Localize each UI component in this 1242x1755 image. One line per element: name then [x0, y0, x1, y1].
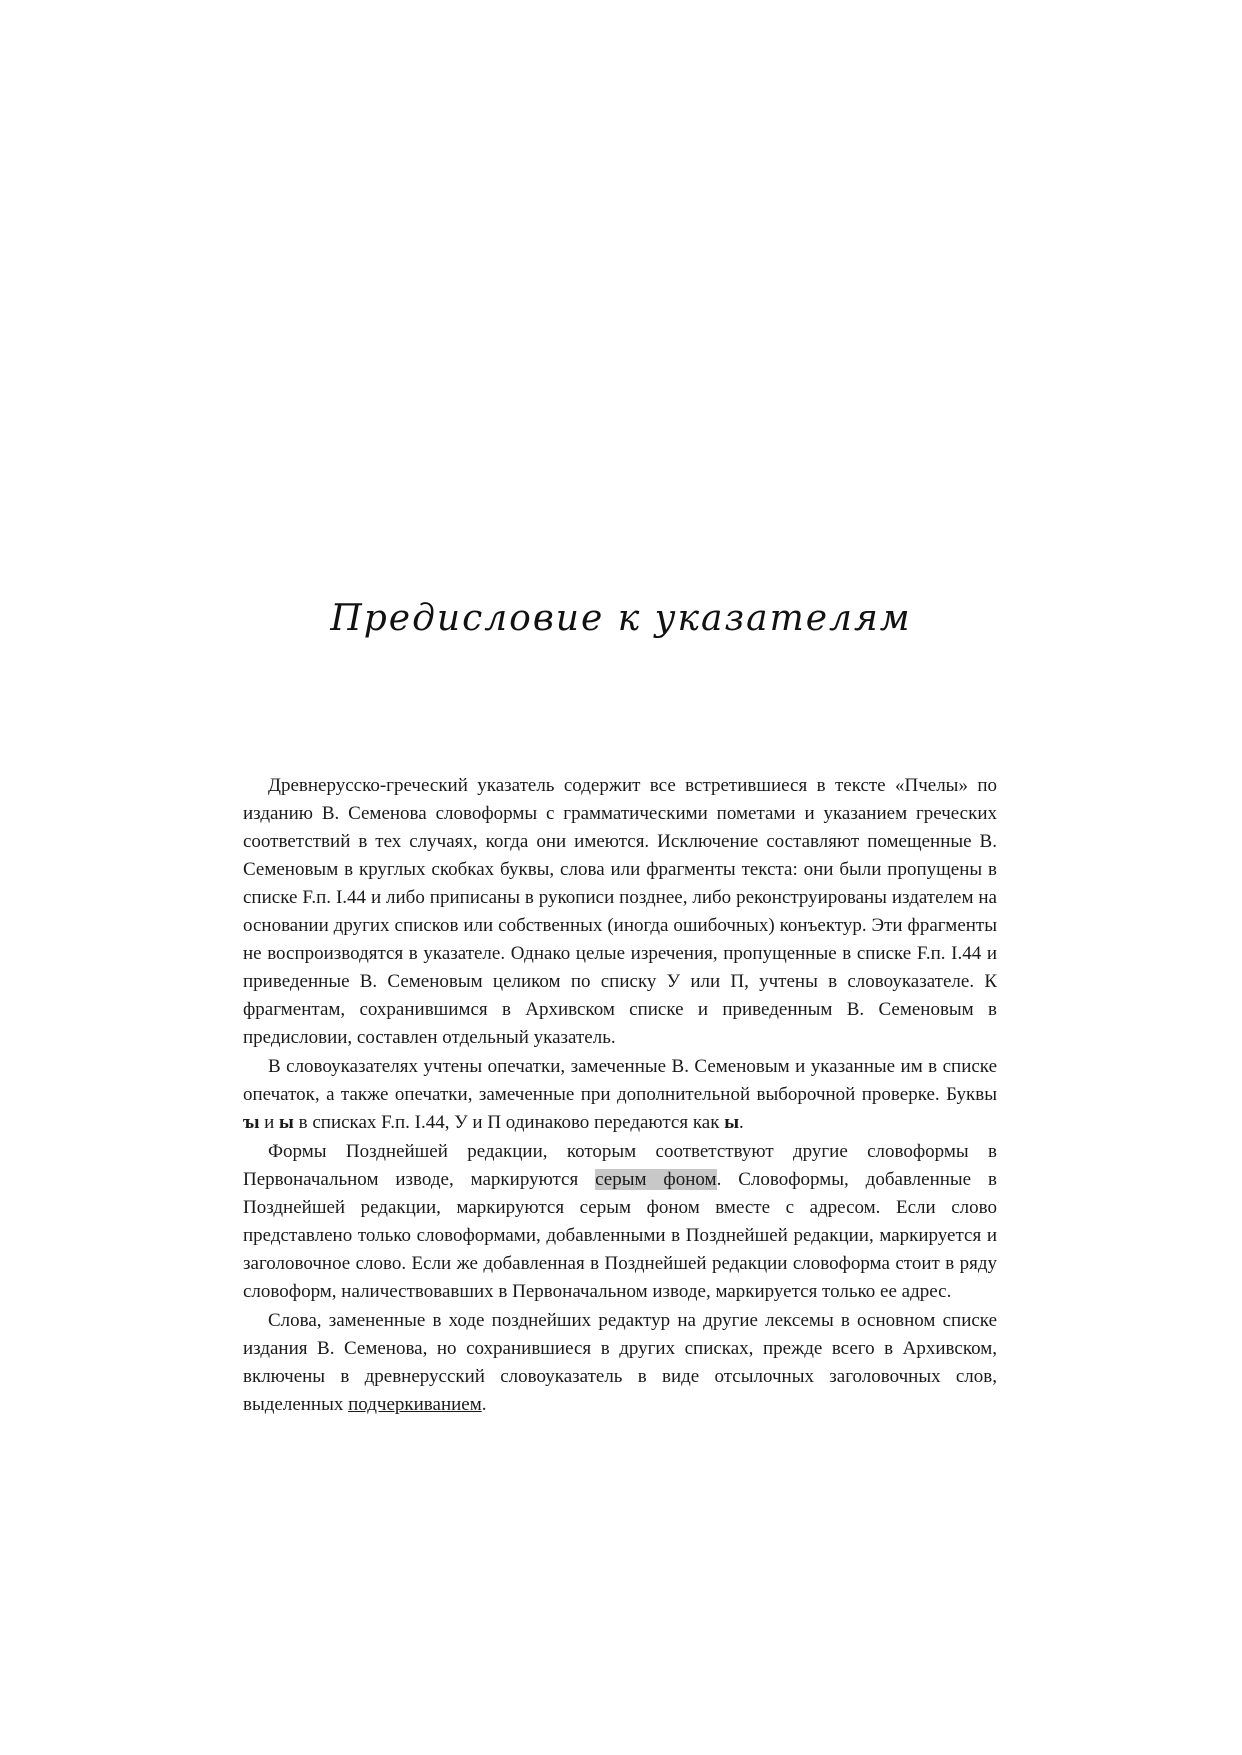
bold-letter-a: ъı: [243, 1112, 260, 1133]
paragraph-2-text-a: В словоуказателях учтены опечатки, замеченные В. Семеновым и указанные им в списке опечаток, а также опечатки, замеченные при дополнительной выборочной проверке. Буквы: [243, 1056, 997, 1105]
paragraph-2: [243, 1053, 997, 1137]
paragraph-3-text-b: . Словоформы, добавленные в Позднейшей редакции, маркируются серым фоном вместе с адресом. Если слово представлено только словоформами, добавленными в Позднейшей редакции, маркируется и заголовочное слово. Если же добавленная в Позднейшей редакции словоформа стоит в ряду словоформ, наличествовавших в Первоначальном изводе, маркируется только ее адрес.: [243, 1169, 997, 1302]
paragraph-4: [243, 1307, 997, 1419]
page-title: Предисловие к указателям: [330, 598, 912, 639]
bold-letter-b: ы: [279, 1112, 294, 1133]
gray-highlight-sample: серым фоном: [595, 1169, 717, 1190]
paragraph-2-text-c: в списках F.п. I.44, У и П одинаково передаются как: [293, 1112, 725, 1133]
paragraph-2-text-b: и: [259, 1112, 280, 1133]
paragraph-3: [243, 1138, 997, 1306]
paragraph-3-text-a: Формы Позднейшей редакции, которым соответствуют другие словоформы в Первоначальном изводе, маркируются: [243, 1141, 997, 1190]
paragraph-2-text-d: .: [739, 1112, 744, 1133]
paragraph-4-text-b: .: [481, 1394, 487, 1415]
paragraph-1: Древнерусско-греческий указатель содержит все встретившиеся в тексте «Пчелы» по изданию В. Семенова словоформы с грамматическими пометами и указанием греческих соответствий в тех случаях, когда они имеются. Исключение составляют помещенные В. Семеновым в круглых скобках буквы, слова или фрагменты текста: они были пропущены в списке F.п. I.44 и либо приписаны в рукописи позднее, либо реконструированы издателем на основании других списков или собственных (иногда ошибочных) конъектур. Эти фрагменты не воспроизводятся в указателе. Однако целые изречения, пропущенные в списке F.п. I.44 и приведенные В. Семеновым целиком по списку У или П, учтены в словоуказателе. К фрагментам, сохранившимся в Архивском списке и приведенным В. Семеновым в предисловии, составлен отдельный указатель.: [243, 775, 997, 1048]
underline-sample: подчеркиванием: [348, 1394, 482, 1415]
paragraph-4-text-a: Слова, замененные в ходе позднейших редактур на другие лексемы в основном списке издания В. Семенова, но сохранившиеся в других списках, прежде всего в Архивском, включены в древнерусский словоуказатель в виде отсылочных заголовочных слов, выделенных: [243, 1310, 997, 1415]
bold-letter-c: ы: [724, 1112, 740, 1133]
body-text: [243, 772, 997, 1419]
